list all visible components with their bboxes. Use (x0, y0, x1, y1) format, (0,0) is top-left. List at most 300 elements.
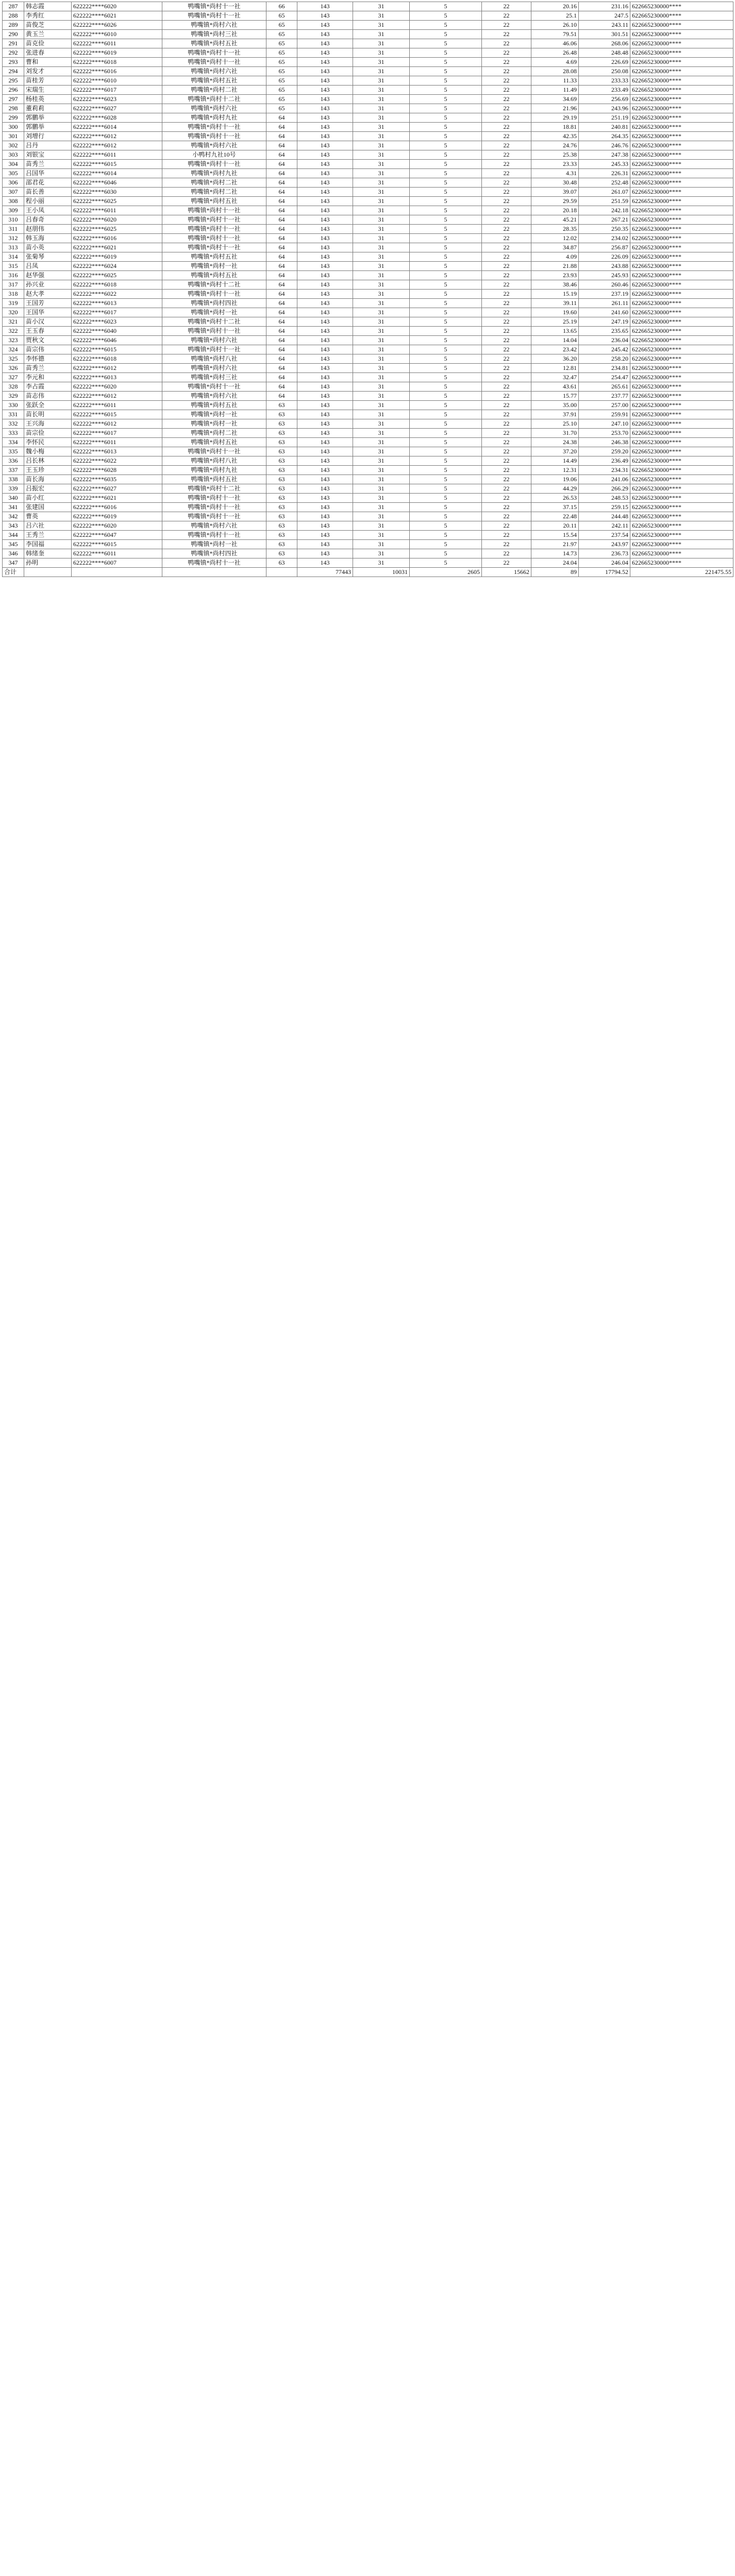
table-row (3, 76, 733, 86)
row-index: 307 (3, 188, 24, 197)
id-cell: 622222****6019 (72, 512, 162, 521)
address-cell: 鸭嘴镇*尚村十一社 (162, 206, 266, 215)
months-cell: 22 (482, 364, 531, 373)
pay-cell: 31 (353, 364, 410, 373)
pay-cell: 31 (353, 2, 410, 11)
subsidy-cell: 5 (410, 67, 482, 76)
months-cell: 22 (482, 419, 531, 429)
address-cell: 鸭嘴镇*尚村一社 (162, 262, 266, 271)
pay-cell: 31 (353, 419, 410, 429)
subsidy-cell: 5 (410, 95, 482, 104)
name-cell: 韩志霞 (24, 2, 72, 11)
name-cell: 黄玉兰 (24, 30, 72, 39)
age-cell: 64 (266, 215, 297, 225)
id-cell: 622222****6012 (72, 364, 162, 373)
amount-cell: 22.48 (531, 512, 579, 521)
address-cell: 鸭嘴镇*尚村十一社 (162, 48, 266, 58)
amount-cell: 39.11 (531, 299, 579, 308)
pay-cell: 31 (353, 160, 410, 169)
address-cell: 鸭嘴镇*尚村十一社 (162, 503, 266, 512)
sum-cell: 246.76 (579, 141, 630, 150)
address-cell: 鸭嘴镇*尚村十一社 (162, 447, 266, 456)
base-cell: 143 (297, 429, 353, 438)
account-cell: 622665230000**** (630, 549, 733, 558)
months-cell: 22 (482, 438, 531, 447)
address-cell: 鸭嘴镇*尚村十二社 (162, 317, 266, 327)
sum-cell: 243.88 (579, 262, 630, 271)
table-row (3, 558, 733, 568)
base-cell: 143 (297, 206, 353, 215)
months-cell: 22 (482, 558, 531, 568)
table-row (3, 141, 733, 150)
age-cell: 65 (266, 58, 297, 67)
months-cell: 22 (482, 206, 531, 215)
id-cell: 622222****6018 (72, 280, 162, 290)
amount-cell: 36.20 (531, 354, 579, 364)
name-cell: 韩玉海 (24, 234, 72, 243)
months-cell: 22 (482, 39, 531, 48)
table-row (3, 438, 733, 447)
sum-cell: 233.49 (579, 86, 630, 95)
name-cell: 程小丽 (24, 197, 72, 206)
address-cell: 鸭嘴镇*尚村六社 (162, 67, 266, 76)
sum-cell: 260.46 (579, 280, 630, 290)
amount-cell: 12.81 (531, 364, 579, 373)
id-cell: 622222****6016 (72, 234, 162, 243)
sum-cell: 240.81 (579, 123, 630, 132)
base-cell: 143 (297, 141, 353, 150)
name-cell: 吕春奇 (24, 215, 72, 225)
account-cell: 622665230000**** (630, 447, 733, 456)
amount-cell: 4.69 (531, 58, 579, 67)
row-index: 298 (3, 104, 24, 113)
months-cell: 22 (482, 30, 531, 39)
months-cell: 22 (482, 160, 531, 169)
base-cell: 143 (297, 308, 353, 317)
age-cell: 63 (266, 503, 297, 512)
account-cell: 622665230000**** (630, 373, 733, 382)
address-cell: 鸭嘴镇*尚村五社 (162, 401, 266, 410)
pay-cell: 31 (353, 503, 410, 512)
row-index: 309 (3, 206, 24, 215)
account-cell: 622665230000**** (630, 113, 733, 123)
base-cell: 143 (297, 58, 353, 67)
subsidy-cell: 5 (410, 512, 482, 521)
subsidy-cell: 5 (410, 317, 482, 327)
table-row (3, 419, 733, 429)
pay-cell: 31 (353, 243, 410, 252)
age-cell: 64 (266, 290, 297, 299)
address-cell: 鸭嘴镇*尚村一社 (162, 410, 266, 419)
amount-cell: 20.18 (531, 206, 579, 215)
months-cell: 22 (482, 327, 531, 336)
months-cell: 22 (482, 113, 531, 123)
name-cell: 苗宗伟 (24, 345, 72, 354)
age-cell: 65 (266, 11, 297, 21)
account-cell: 622665230000**** (630, 252, 733, 262)
row-index: 302 (3, 141, 24, 150)
sum-cell: 266.29 (579, 484, 630, 494)
row-index: 334 (3, 438, 24, 447)
name-cell: 韩绪奎 (24, 549, 72, 558)
age-cell: 65 (266, 39, 297, 48)
amount-cell: 37.91 (531, 410, 579, 419)
row-index: 317 (3, 280, 24, 290)
name-cell: 李怀民 (24, 438, 72, 447)
sum-cell: 243.97 (579, 540, 630, 549)
subsidy-cell: 5 (410, 178, 482, 188)
table-row (3, 104, 733, 113)
pay-cell: 31 (353, 132, 410, 141)
base-cell: 143 (297, 382, 353, 392)
subsidy-cell: 5 (410, 475, 482, 484)
name-cell: 王国华 (24, 308, 72, 317)
row-index: 304 (3, 160, 24, 169)
data-sheet (2, 2, 733, 577)
account-cell: 622665230000**** (630, 494, 733, 503)
base-cell: 143 (297, 521, 353, 531)
amount-cell: 45.21 (531, 215, 579, 225)
age-cell: 64 (266, 123, 297, 132)
table-row (3, 178, 733, 188)
row-index: 293 (3, 58, 24, 67)
id-cell: 622222****6030 (72, 188, 162, 197)
account-cell: 622665230000**** (630, 21, 733, 30)
pay-cell: 31 (353, 429, 410, 438)
id-cell: 622222****6020 (72, 215, 162, 225)
table-row (3, 160, 733, 169)
name-cell: 曹英 (24, 512, 72, 521)
row-index: 311 (3, 225, 24, 234)
account-cell: 622665230000**** (630, 392, 733, 401)
row-index: 332 (3, 419, 24, 429)
table-row (3, 308, 733, 317)
amount-cell: 23.33 (531, 160, 579, 169)
address-cell: 鸭嘴镇*尚村十一社 (162, 123, 266, 132)
table-row (3, 169, 733, 178)
age-cell: 63 (266, 401, 297, 410)
subsidy-cell: 5 (410, 104, 482, 113)
amount-cell: 37.15 (531, 503, 579, 512)
name-cell: 张菊琴 (24, 252, 72, 262)
name-cell: 苗长海 (24, 475, 72, 484)
subsidy-cell: 5 (410, 215, 482, 225)
base-cell: 143 (297, 243, 353, 252)
name-cell: 吕六社 (24, 521, 72, 531)
age-cell: 64 (266, 169, 297, 178)
row-index: 331 (3, 410, 24, 419)
id-cell: 622222****6014 (72, 123, 162, 132)
months-cell: 22 (482, 21, 531, 30)
total-cell: 89 (531, 568, 579, 577)
amount-cell: 42.35 (531, 132, 579, 141)
subsidy-cell: 5 (410, 438, 482, 447)
months-cell: 22 (482, 95, 531, 104)
amount-cell: 30.48 (531, 178, 579, 188)
address-cell: 鸭嘴镇*尚村六社 (162, 21, 266, 30)
id-cell: 622222****6017 (72, 86, 162, 95)
base-cell: 143 (297, 95, 353, 104)
months-cell: 22 (482, 169, 531, 178)
months-cell: 22 (482, 252, 531, 262)
subsidy-cell: 5 (410, 392, 482, 401)
subsidy-cell: 5 (410, 429, 482, 438)
base-cell: 143 (297, 21, 353, 30)
age-cell: 65 (266, 86, 297, 95)
account-cell: 622665230000**** (630, 160, 733, 169)
id-cell: 622222****6012 (72, 419, 162, 429)
name-cell: 苗志伟 (24, 392, 72, 401)
months-cell: 22 (482, 215, 531, 225)
subsidy-cell: 5 (410, 308, 482, 317)
base-cell: 143 (297, 132, 353, 141)
name-cell: 宋瑞生 (24, 86, 72, 95)
table-row (3, 197, 733, 206)
account-cell: 622665230000**** (630, 419, 733, 429)
table-row (3, 345, 733, 354)
base-cell: 143 (297, 364, 353, 373)
age-cell: 63 (266, 475, 297, 484)
name-cell: 王小凤 (24, 206, 72, 215)
address-cell: 鸭嘴镇*尚村五社 (162, 438, 266, 447)
amount-cell: 12.31 (531, 466, 579, 475)
table-row (3, 447, 733, 456)
row-index: 342 (3, 512, 24, 521)
row-index: 299 (3, 113, 24, 123)
sum-cell: 241.06 (579, 475, 630, 484)
months-cell: 22 (482, 150, 531, 160)
name-cell: 吕长林 (24, 456, 72, 466)
address-cell: 鸭嘴镇*尚村六社 (162, 141, 266, 150)
sum-cell: 258.20 (579, 354, 630, 364)
subsidy-cell: 5 (410, 558, 482, 568)
pay-cell: 31 (353, 401, 410, 410)
amount-cell: 11.33 (531, 76, 579, 86)
id-cell: 622222****6013 (72, 447, 162, 456)
account-cell: 622665230000**** (630, 466, 733, 475)
row-index: 305 (3, 169, 24, 178)
table-row (3, 410, 733, 419)
sum-cell: 268.06 (579, 39, 630, 48)
account-cell: 622665230000**** (630, 456, 733, 466)
account-cell: 622665230000**** (630, 317, 733, 327)
id-cell: 622222****6011 (72, 401, 162, 410)
amount-cell: 26.48 (531, 48, 579, 58)
amount-cell: 14.04 (531, 336, 579, 345)
name-cell: 吕凤 (24, 262, 72, 271)
age-cell: 63 (266, 438, 297, 447)
base-cell: 143 (297, 178, 353, 188)
address-cell: 鸭嘴镇*尚村十一社 (162, 2, 266, 11)
table-row (3, 475, 733, 484)
months-cell: 22 (482, 132, 531, 141)
table-row (3, 401, 733, 410)
age-cell: 64 (266, 382, 297, 392)
sum-cell: 256.69 (579, 95, 630, 104)
pay-cell: 31 (353, 531, 410, 540)
age-cell: 64 (266, 206, 297, 215)
id-cell: 622222****6023 (72, 317, 162, 327)
name-cell: 李国福 (24, 540, 72, 549)
base-cell: 143 (297, 150, 353, 160)
amount-cell: 14.49 (531, 456, 579, 466)
subsidy-cell: 5 (410, 252, 482, 262)
id-cell: 622222****6011 (72, 150, 162, 160)
row-index: 313 (3, 243, 24, 252)
base-cell: 143 (297, 558, 353, 568)
subsidy-cell: 5 (410, 299, 482, 308)
table-row (3, 11, 733, 21)
pay-cell: 31 (353, 39, 410, 48)
pay-cell: 31 (353, 382, 410, 392)
table-row (3, 48, 733, 58)
table-row (3, 336, 733, 345)
months-cell: 22 (482, 123, 531, 132)
address-cell: 鸭嘴镇*尚村十二社 (162, 484, 266, 494)
id-cell: 622222****6015 (72, 540, 162, 549)
table-row (3, 299, 733, 308)
age-cell: 64 (266, 262, 297, 271)
table-row (3, 262, 733, 271)
table-row (3, 95, 733, 104)
name-cell: 李占霞 (24, 382, 72, 392)
name-cell: 孙明 (24, 558, 72, 568)
address-cell: 鸭嘴镇*尚村五社 (162, 271, 266, 280)
id-cell: 622222****6019 (72, 48, 162, 58)
id-cell: 622222****6022 (72, 290, 162, 299)
table-row (3, 113, 733, 123)
age-cell: 63 (266, 447, 297, 456)
address-cell: 鸭嘴镇*尚村十一社 (162, 290, 266, 299)
amount-cell: 37.20 (531, 447, 579, 456)
months-cell: 22 (482, 197, 531, 206)
amount-cell: 29.19 (531, 113, 579, 123)
table-row (3, 521, 733, 531)
subsidy-cell: 5 (410, 540, 482, 549)
amount-cell: 14.73 (531, 549, 579, 558)
pay-cell: 31 (353, 178, 410, 188)
table-row (3, 364, 733, 373)
age-cell: 64 (266, 113, 297, 123)
age-cell: 64 (266, 392, 297, 401)
id-cell: 622222****6028 (72, 466, 162, 475)
row-index: 294 (3, 67, 24, 76)
row-index: 315 (3, 262, 24, 271)
name-cell: 王玉春 (24, 327, 72, 336)
subsidy-cell: 5 (410, 484, 482, 494)
subsidy-cell: 5 (410, 382, 482, 392)
account-cell: 622665230000**** (630, 86, 733, 95)
pay-cell: 31 (353, 540, 410, 549)
months-cell: 22 (482, 484, 531, 494)
months-cell: 22 (482, 345, 531, 354)
base-cell: 143 (297, 327, 353, 336)
pay-cell: 31 (353, 104, 410, 113)
sum-cell: 250.08 (579, 67, 630, 76)
pay-cell: 31 (353, 225, 410, 234)
amount-cell: 12.02 (531, 234, 579, 243)
account-cell: 622665230000**** (630, 271, 733, 280)
id-cell: 622222****6020 (72, 521, 162, 531)
base-cell: 143 (297, 225, 353, 234)
sum-cell: 243.11 (579, 21, 630, 30)
name-cell: 苗长善 (24, 188, 72, 197)
address-cell: 鸭嘴镇*尚村八社 (162, 456, 266, 466)
table-row (3, 67, 733, 76)
age-cell: 63 (266, 466, 297, 475)
age-cell: 64 (266, 150, 297, 160)
name-cell: 王玉珍 (24, 466, 72, 475)
months-cell: 22 (482, 141, 531, 150)
table-row (3, 512, 733, 521)
name-cell: 吕丹 (24, 141, 72, 150)
id-cell: 622222****6047 (72, 531, 162, 540)
subsidy-cell: 5 (410, 243, 482, 252)
id-cell: 622222****6016 (72, 67, 162, 76)
id-cell: 622222****6021 (72, 243, 162, 252)
amount-cell: 23.42 (531, 345, 579, 354)
months-cell: 22 (482, 512, 531, 521)
row-index: 344 (3, 531, 24, 540)
amount-cell: 19.60 (531, 308, 579, 317)
amount-cell: 34.69 (531, 95, 579, 104)
base-cell: 143 (297, 438, 353, 447)
subsidy-cell: 5 (410, 188, 482, 197)
amount-cell: 43.61 (531, 382, 579, 392)
subsidy-cell: 5 (410, 76, 482, 86)
pay-cell: 31 (353, 86, 410, 95)
id-cell: 622222****6026 (72, 21, 162, 30)
subsidy-cell: 5 (410, 113, 482, 123)
age-cell: 64 (266, 197, 297, 206)
subsidy-cell: 5 (410, 271, 482, 280)
row-index: 327 (3, 373, 24, 382)
table-row (3, 503, 733, 512)
base-cell: 143 (297, 252, 353, 262)
months-cell: 22 (482, 234, 531, 243)
pay-cell: 31 (353, 67, 410, 76)
name-cell: 邵君花 (24, 178, 72, 188)
id-cell: 622222****6023 (72, 95, 162, 104)
amount-cell: 20.16 (531, 2, 579, 11)
age-cell: 65 (266, 95, 297, 104)
amount-cell: 44.29 (531, 484, 579, 494)
sum-cell: 256.87 (579, 243, 630, 252)
row-index: 336 (3, 456, 24, 466)
row-index: 323 (3, 336, 24, 345)
subsidy-cell: 5 (410, 373, 482, 382)
months-cell: 22 (482, 475, 531, 484)
name-cell: 王兴海 (24, 419, 72, 429)
account-cell: 622665230000**** (630, 280, 733, 290)
id-cell: 622222****6024 (72, 262, 162, 271)
age-cell: 64 (266, 336, 297, 345)
pay-cell: 31 (353, 206, 410, 215)
total-cell: 17794.52 (579, 568, 630, 577)
name-cell: 杨桂英 (24, 95, 72, 104)
months-cell: 22 (482, 317, 531, 327)
sum-cell: 226.69 (579, 58, 630, 67)
pay-cell: 31 (353, 345, 410, 354)
name-cell: 苗宗俭 (24, 429, 72, 438)
months-cell: 22 (482, 86, 531, 95)
sum-cell: 234.81 (579, 364, 630, 373)
subsidy-cell: 5 (410, 150, 482, 160)
amount-cell: 13.65 (531, 327, 579, 336)
row-index: 310 (3, 215, 24, 225)
age-cell: 64 (266, 354, 297, 364)
address-cell: 鸭嘴镇*尚村十一社 (162, 132, 266, 141)
